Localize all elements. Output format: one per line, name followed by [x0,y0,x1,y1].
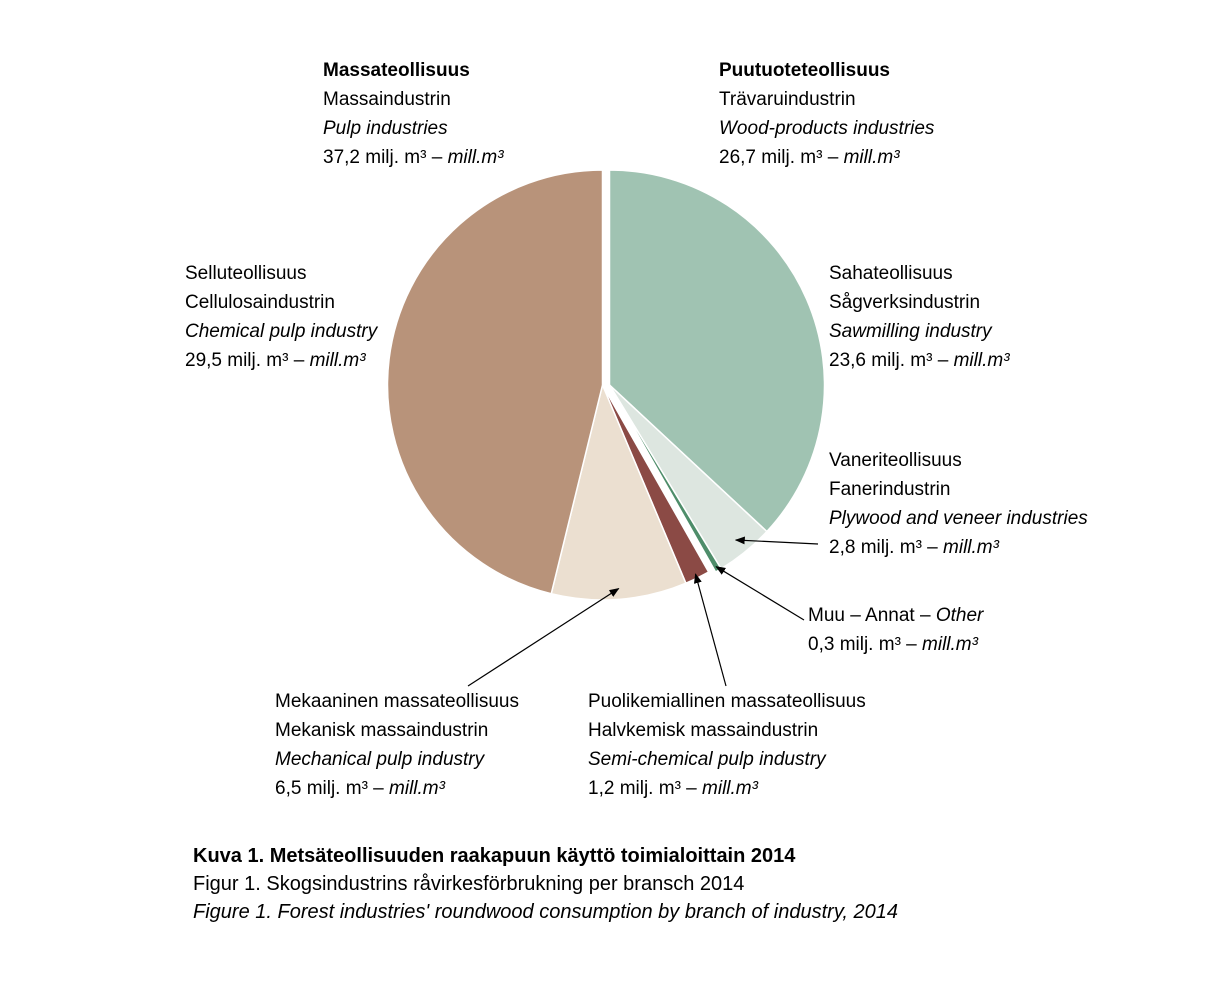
group-label-wood [719,56,934,172]
group-wood-name-fi: Puutuoteteollisuus [719,60,890,81]
group-pulp-value [323,143,504,172]
slice-other-name-fi: Muu – Annat – [808,605,936,626]
slice-other-name [808,601,983,630]
slice-plywood-name-sv: Fanerindustrin [829,479,951,500]
leader-arrow-mechanical-pulp [468,589,619,686]
slice-semichem-unit: mill.m³ [702,778,758,799]
group-pulp-unit: mill.m³ [447,147,504,168]
figure-caption [193,842,898,926]
slice-sawmill-value [829,346,1010,375]
slice-other-value [808,630,983,659]
group-pulp-name-fi: Massateollisuus [323,60,470,81]
slice-semichem-name-fi: Puolikemiallinen massateollisuus [588,691,866,712]
slice-plywood-value [829,533,1088,562]
slice-sawmill-unit: mill.m³ [953,350,1010,371]
group-wood-value [719,143,934,172]
slice-chemical-name-sv: Cellulosaindustrin [185,292,335,313]
slice-semichem-value-text: 1,2 milj. m³ – [588,778,703,799]
slice-mechanical-value [275,774,519,803]
slice-plywood-value-text: 2,8 milj. m³ – [829,537,944,558]
slice-sawmill-name-fi: Sahateollisuus [829,263,953,284]
slice-chemical-value [185,346,377,375]
slice-chemical-name-en: Chemical pulp industry [185,321,378,342]
slice-plywood-name-en: Plywood and veneer industries [829,508,1088,529]
group-pulp-name-en: Pulp industries [323,118,448,139]
chart-subtitle-en: Figure 1. Forest industries' roundwood consumption by branch of industry, 2014 [193,901,898,923]
chart-title: Kuva 1. Metsäteollisuuden raakapuun käyttö toimialoittain 2014 [193,845,796,867]
group-wood-name-sv: Trävaruindustrin [719,89,856,110]
slice-mechanical-name-en: Mechanical pulp industry [275,749,485,770]
group-label-pulp [323,56,504,172]
leader-arrow-semichemical-pulp [696,574,727,686]
slice-sawmill-name-sv: Sågverksindustrin [829,292,981,313]
slice-chemical-name-fi: Selluteollisuus [185,263,307,284]
group-pulp-name-sv: Massaindustrin [323,89,451,110]
slice-other-name-en: Other [935,605,984,626]
slice-chemical-unit: mill.m³ [309,350,366,371]
slice-mechanical-name-fi: Mekaaninen massateollisuus [275,691,519,712]
slice-label-mechanical-pulp [275,687,519,803]
slice-mechanical-name-sv: Mekanisk massaindustrin [275,720,489,741]
slice-mechanical-value-text: 6,5 milj. m³ – [275,778,390,799]
group-wood-unit: mill.m³ [843,147,900,168]
slice-label-plywood [829,446,1088,562]
slice-semichem-name-en: Semi-chemical pulp industry [588,749,826,770]
chart-subtitle-sv: Figur 1. Skogsindustrins råvirkesförbrukning per bransch 2014 [193,873,745,895]
slice-chemical-value-text: 29,5 milj. m³ – [185,350,310,371]
slice-plywood-name-fi: Vaneriteollisuus [829,450,962,471]
slice-semichem-name-sv: Halvkemisk massaindustrin [588,720,819,741]
pie-slices [388,170,825,600]
slice-label-semichemical-pulp [588,687,866,803]
group-wood-value-text: 26,7 milj. m³ – [719,147,844,168]
slice-semichem-value [588,774,866,803]
slice-sawmill-name-en: Sawmilling industry [829,321,992,342]
leader-arrow-other [716,567,804,620]
slice-label-chemical-pulp [185,259,377,375]
slice-other-value-text: 0,3 milj. m³ – [808,634,923,655]
slice-mechanical-unit: mill.m³ [389,778,445,799]
group-wood-name-en: Wood-products industries [719,118,935,139]
slice-other-unit: mill.m³ [922,634,978,655]
slice-sawmill-value-text: 23,6 milj. m³ – [829,350,954,371]
slice-label-other [808,601,983,659]
slice-plywood-unit: mill.m³ [943,537,999,558]
slice-label-sawmilling [829,259,1010,375]
group-pulp-value-text: 37,2 milj. m³ – [323,147,448,168]
